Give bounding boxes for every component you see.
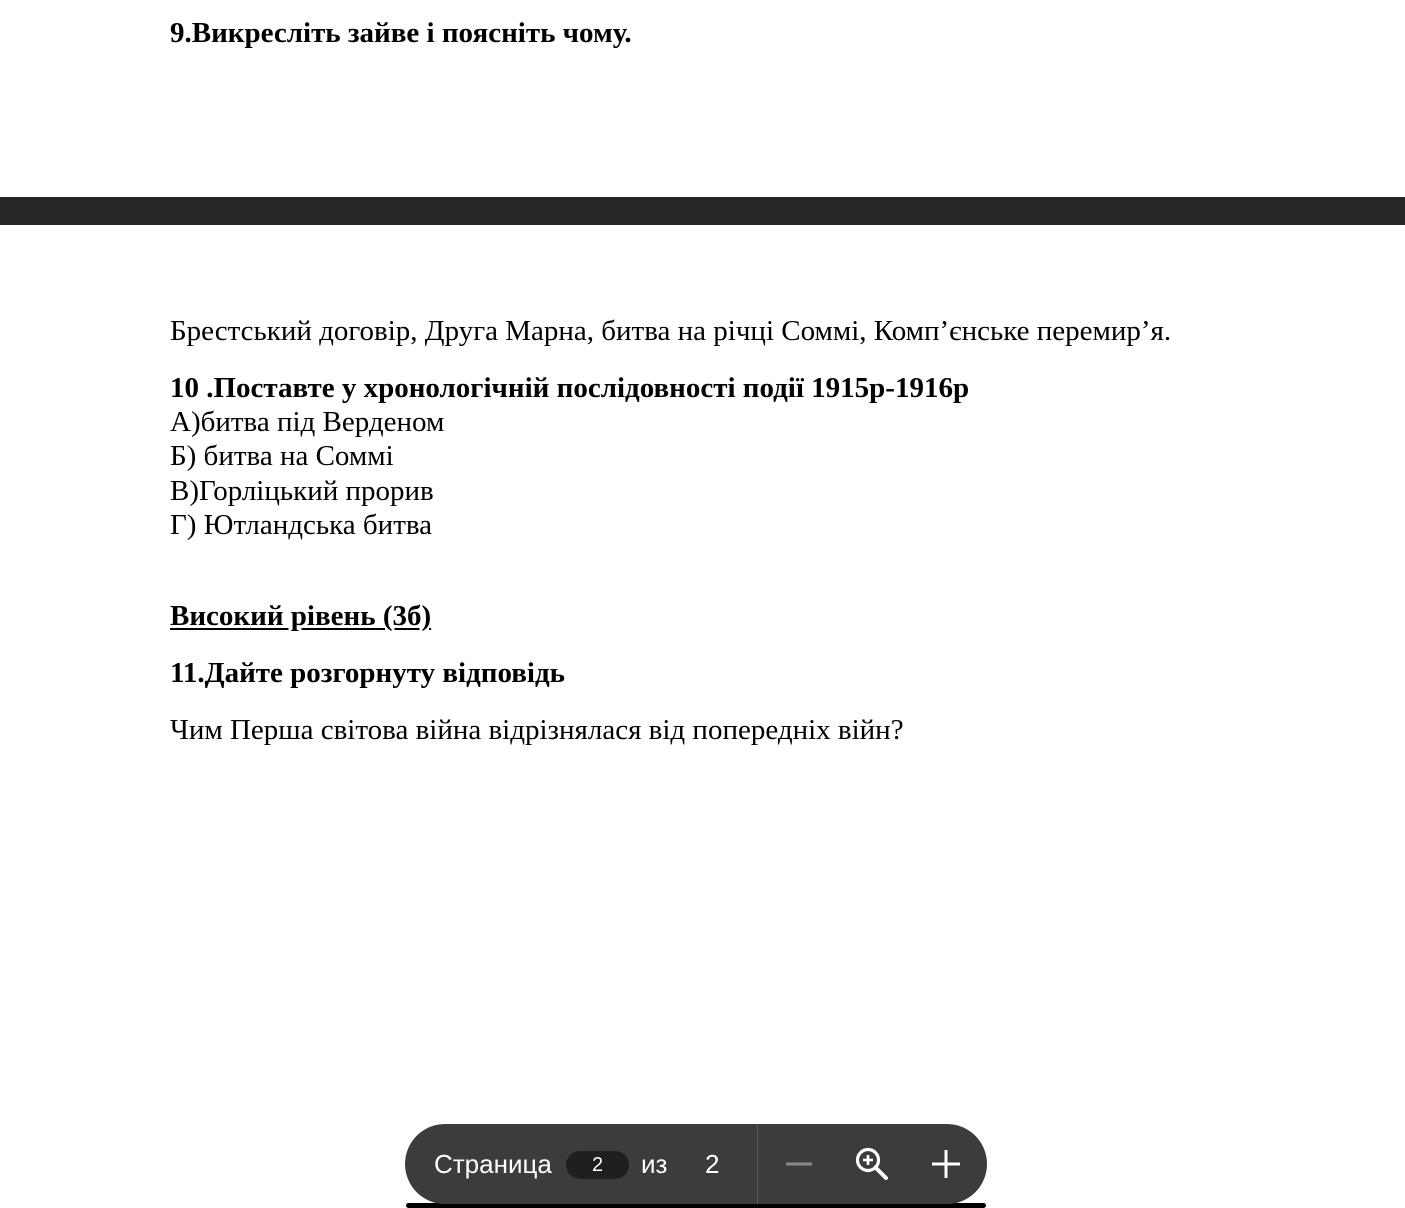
question-10-option: Б) битва на Соммі <box>170 440 394 472</box>
toolbar-divider <box>757 1124 758 1204</box>
pdf-toolbar <box>405 1124 987 1204</box>
question-10-option: Г) Ютландська битва <box>170 509 433 541</box>
pdf-page-1 <box>0 0 1405 197</box>
zoom-in-button[interactable] <box>924 1142 968 1186</box>
page-label: Страница <box>434 1149 552 1179</box>
of-label: из <box>641 1149 668 1179</box>
question-10-option: В)Горліцький прорив <box>170 475 434 507</box>
zoom-in-magnifier-icon <box>854 1146 890 1182</box>
total-pages: 2 <box>705 1149 720 1179</box>
zoom-out-button[interactable] <box>777 1142 821 1186</box>
page-separator <box>0 197 1405 225</box>
question-9-heading: 9.Викресліть зайве і поясніть чому. <box>170 17 632 49</box>
question-9-items: Брестський договір, Друга Марна, битва на річці Соммі, Комп’єнське перемир’я. <box>170 315 1172 347</box>
question-11-heading: 11.Дайте розгорнуту відповідь <box>170 657 565 689</box>
level-heading: Високий рівень (3б) <box>170 600 432 632</box>
zoom-fit-button[interactable] <box>850 1142 894 1186</box>
minus-icon <box>784 1149 814 1179</box>
question-10-heading: 10 .Поставте у хронологічній послідовності події 1915р-1916р <box>170 372 970 404</box>
page-number-input[interactable] <box>566 1151 629 1179</box>
question-10-option: А)битва під Верденом <box>170 406 445 438</box>
plus-icon <box>931 1149 961 1179</box>
question-11-text: Чим Перша світова війна відрізнялася від попередніх війн? <box>170 714 904 746</box>
